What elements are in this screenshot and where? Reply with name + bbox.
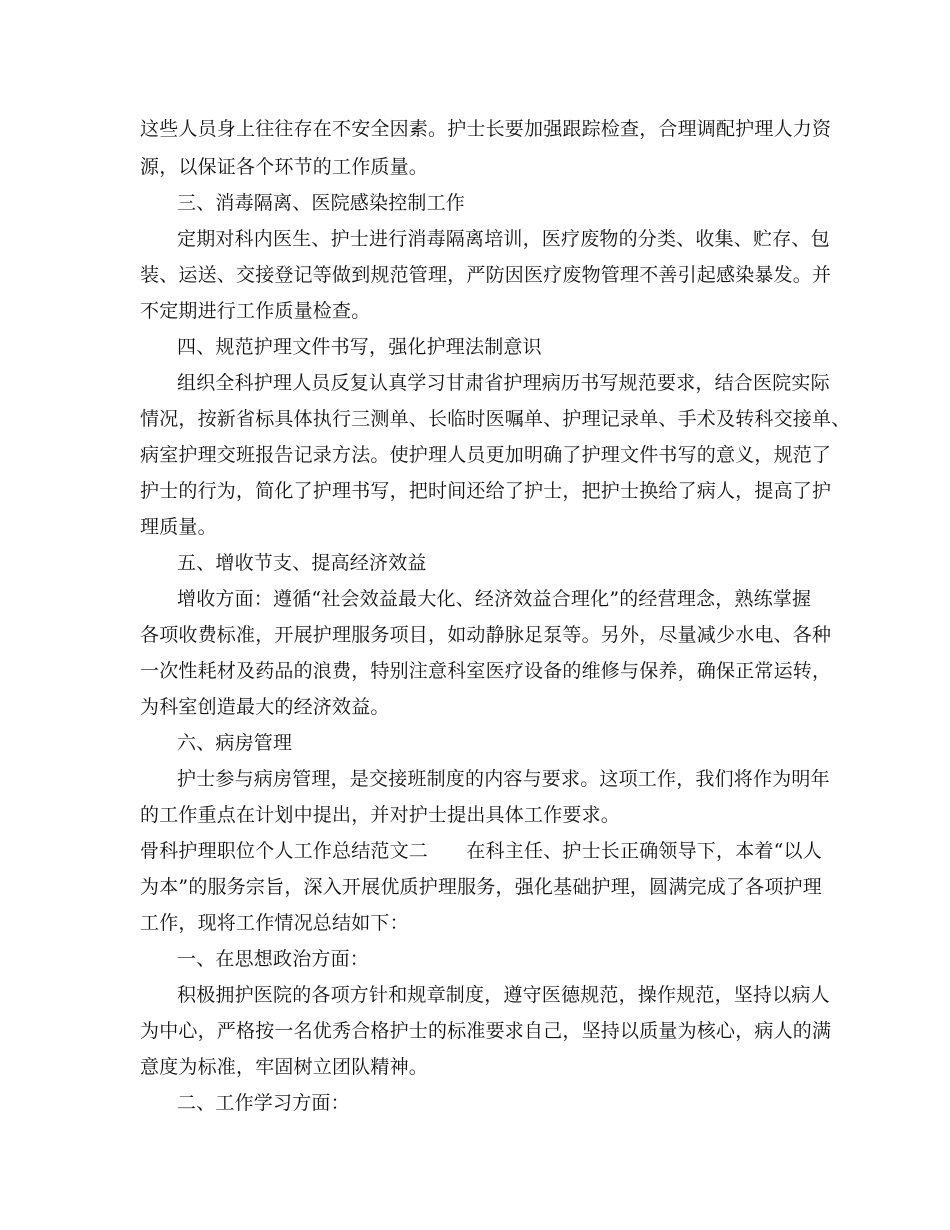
text-line: 工作，现将工作情况总结如下： <box>140 912 409 934</box>
text-line: 为中心，严格按一名优秀合格护士的标准要求自己，坚持以质量为核心，病人的满 <box>140 1020 832 1042</box>
text-line: 积极拥护医院的各项方针和规章制度，遵守医德规范，操作规范，坚持以病人 <box>177 984 830 1006</box>
text-line: 装、运送、交接登记等做到规范管理，严防因医疗废物管理不善引起感染暴发。并 <box>140 264 832 286</box>
text-line: 的工作重点在计划中提出，并对护士提出具体工作要求。 <box>140 804 621 826</box>
text-line: 定期对科内医生、护士进行消毒隔离培训，医疗废物的分类、收集、贮存、包 <box>177 228 830 250</box>
section-heading: 六、病房管理 <box>177 732 293 754</box>
text-line: 病室护理交班报告记录方法。使护理人员更加明确了护理文件书写的意义，规范了 <box>140 444 832 466</box>
section-heading: 一、在思想政治方面： <box>177 948 370 970</box>
text-line: 这些人员身上往往存在不安全因素。护士长要加强跟踪检查，合理调配护理人力资 <box>140 118 832 140</box>
text-line: 各项收费标准，开展护理服务项目，如动静脉足泵等。另外，尽量减少水电、各种 <box>140 624 832 646</box>
section-heading: 二、工作学习方面： <box>177 1092 350 1114</box>
text-line: 增收方面：遵循“社会效益最大化、经济效益合理化”的经营理念，熟练掌握 <box>177 588 812 610</box>
text-line: 护士参与病房管理，是交接班制度的内容与要求。这项工作，我们将作为明年 <box>177 768 830 790</box>
text-line: 护士的行为，简化了护理书写，把时间还给了护士，把护士换给了病人，提高了护 <box>140 480 832 502</box>
text-line: 为科室创造最大的经济效益。 <box>140 696 390 718</box>
section-heading: 五、增收节支、提高经济效益 <box>177 552 427 574</box>
text-line: 理质量。 <box>140 516 217 538</box>
text-line: 情况，按新省标具体执行三测单、长临时医嘱单、护理记录单、手术及转科交接单、 <box>140 408 851 430</box>
text-line: 意度为标准，牢固树立团队精神。 <box>140 1056 429 1078</box>
section-heading: 三、消毒隔离、医院感染控制工作 <box>177 192 466 214</box>
section-heading: 四、规范护理文件书写，强化护理法制意识 <box>177 336 542 358</box>
text-line: 骨科护理职位个人工作总结范文二 在科主任、护士长正确领导下，本着“以人 <box>140 840 822 862</box>
text-line: 一次性耗材及药品的浪费，特别注意科室医疗设备的维修与保养，确保正常运转， <box>140 660 832 682</box>
text-line: 不定期进行工作质量检查。 <box>140 300 371 322</box>
text-line: 源，以保证各个环节的工作质量。 <box>140 156 429 178</box>
text-line: 为本”的服务宗旨，深入开展优质护理服务，强化基础护理，圆满完成了各项护理 <box>140 876 822 898</box>
text-line: 组织全科护理人员反复认真学习甘肃省护理病历书写规范要求，结合医院实际 <box>177 372 830 394</box>
